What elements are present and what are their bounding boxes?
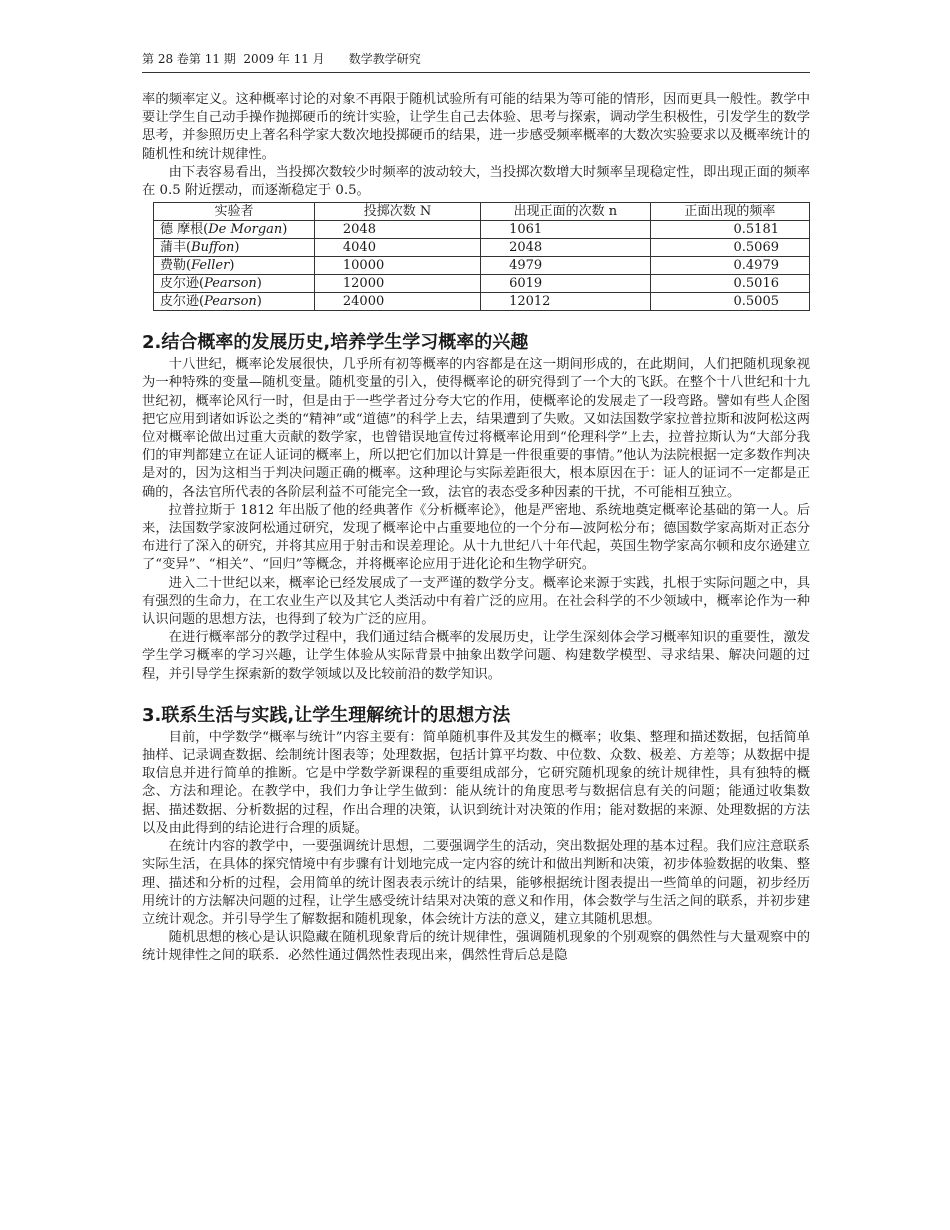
coin-toss-table [153,202,810,311]
section-2-paragraph-4: 在进行概率部分的教学过程中，我们通过结合概率的发展历史，让学生深刻体会学习概率知识的重要性，激发学生学习概率的学习兴趣，让学生体验从实际背景中抽象出数学问题、构建数学模型、寻求结果、解决问题的过程，并引导学生探索新的数学领域以及比较前沿的数学知识。 [142,630,810,682]
tosses-cell: 24000 [314,293,480,311]
table-header-row [154,203,810,221]
section-2-paragraph-2: 拉普拉斯于 1812 年出版了他的经典著作《分析概率论》，他是严密地、系统地奠定概率论基础的第一人。后来，法国数学家波阿松通过研究，发现了概率论中占重要地位的一个分布—波阿松分布；德国数学家高斯对正态分布进行了深入的研究，并将其应用于射击和误差理论。从十九世纪八十年代起，英国生物学家高尔顿和皮尔逊建立了“变异”、“相关”、“回归”等概念，并将概率论应用于进化论和生物学研究。 [142,502,810,573]
heads-cell: 6019 [481,275,651,293]
intro-paragraph-1: 率的频率定义。这种概率讨论的对象不再限于随机试验所有可能的结果为等可能的情形，因而更具一般性。教学中要让学生自己动手操作抛掷硬币的统计实验，让学生自己去体验、思考与探索，调动学生积极性，引发学生的数学思考，并参照历史上著名科学家大数次地投掷硬币的结果，进一步感受频率概率的大数次实验要求以及概率统计的随机性和统计规律性。 [142,92,810,162]
frequency-cell: 0.5069 [650,239,809,257]
section-2-heading: 2.结合概率的发展历史,培养学生学习概率的兴趣 [142,332,529,354]
running-header [142,50,810,73]
table-row [154,257,810,275]
section-3-paragraph-2: 在统计内容的教学中，一要强调统计思想，二要强调学生的活动，突出数据处理的基本过程。我们应注意联系实际生活，在具体的探究情境中有步骤有计划地完成一定内容的统计和做出判断和决策，初步体验数据的收集、整理、描述和分析的过程，会用简单的统计图表表示统计的结果，能够根据统计图表提出一些简单的问题，初步经历用统计的方法解决问题的过程，让学生感受统计结果对决策的意义和作用，体会数学与生活之间的联系，并初步建立统计观念。并引导学生了解数据和随机现象，体会统计方法的意义，建立其随机思想。 [142,839,810,927]
tosses-cell: 10000 [314,257,480,275]
frequency-cell: 0.5016 [650,275,809,293]
tosses-cell: 4040 [314,239,480,257]
section-3-heading: 3.联系生活与实践,让学生理解统计的思想方法 [142,704,511,726]
page [142,50,810,966]
frequency-cell: 0.4979 [650,257,809,275]
table-row [154,239,810,257]
experimenter-cell: 皮尔逊(Pearson) [154,293,315,311]
experimenter-cell: 费勒(Feller) [154,257,315,275]
frequency-cell: 0.5181 [650,221,809,239]
table-header: 投掷次数 N [314,203,480,221]
article-body [142,91,810,966]
table-header: 出现正面的次数 n [481,203,651,221]
heads-cell: 2048 [481,239,651,257]
experimenter-cell: 蒲丰(Buffon) [154,239,315,257]
section-3-paragraph-1: 目前，中学数学“概率与统计”内容主要有：简单随机事件及其发生的概率；收集、整理和描述数据，包括简单抽样、记录调查数据、绘制统计图表等；处理数据，包括计算平均数、中位数、众数、极差、方差等；从数据中提取信息并进行简单的推断。它是中学数学新课程的重要组成部分，它研究随机现象的统计规律性，具有独特的概念、方法和理论。在教学中，我们力争让学生做到：能从统计的角度思考与数据信息有关的问题；能通过收集数据、描述数据、分析数据的过程，作出合理的决策，认识到统计对决策的作用；能对数据的来源、处理数据的方法以及由此得到的结论进行合理的质疑。 [142,729,810,836]
issue-info: 第 28 卷第 11 期 2009 年 11 月 [142,52,325,66]
section-2-paragraph-3: 进入二十世纪以来，概率论已经发展成了一支严谨的数学分支。概率论来源于实践，扎根于实际问题之中，具有强烈的生命力，在工农业生产以及其它人类活动中有着广泛的应用。在社会科学的不少领域中，概率论作为一种认识问题的思想方法，也得到了较为广泛的应用。 [142,575,810,628]
table-row [154,275,810,293]
heads-cell: 12012 [481,293,651,311]
table-row [154,293,810,311]
journal-name: 数学教学研究 [348,52,421,66]
frequency-cell: 0.5005 [650,293,809,311]
heads-cell: 4979 [481,257,651,275]
tosses-cell: 12000 [314,275,480,293]
section-2-paragraph-1: 十八世纪，概率论发展很快，几乎所有初等概率的内容都是在这一期间形成的，在此期间，人们把随机现象视为一种特殊的变量—随机变量。随机变量的引入，使得概率论的研究得到了一个大的飞跃。在整个十八世纪和十九世纪初，概率论风行一时，但是由于一些学者过分夸大它的作用，使概率论的发展走了一段弯路。譬如有些人企图把它应用到诸如诉讼之类的“精神”或“道德”的科学上去，结果遭到了失败。又如法国数学家拉普拉斯和波阿松这两位对概率论做出过重大贡献的数学家，也曾错误地宣传过将概率论用到“伦理科学”上去，拉普拉斯认为“大部分我们的审判都建立在证人证词的概率上，所以把它们加以计算是一件很重要的事情。”他认为法院根据一定多数作判决是对的，因为这相当于判决问题正确的概率。这种理论与实际差距很大，根本原因在于：证人的证词不一定都是正确的，各法官所代表的各阶层利益不可能完全一致，法官的表态受多种因素的干扰，不可能相互独立。 [142,357,810,500]
experimenter-cell: 皮尔逊(Pearson) [154,275,315,293]
tosses-cell: 2048 [314,221,480,239]
table-header: 正面出现的频率 [650,203,809,221]
table-header: 实验者 [154,203,315,221]
intro-paragraph-2: 由下表容易看出，当投掷次数较少时频率的波动较大，当投掷次数增大时频率呈现稳定性，即出现正面的频率在 0.5 附近摆动，而逐渐稳定于 0.5。 [142,164,810,199]
experimenter-cell: 德 摩根(De Morgan) [154,221,315,239]
heads-cell: 1061 [481,221,651,239]
section-3-paragraph-3: 随机思想的核心是认识隐藏在随机现象背后的统计规律性，强调随机现象的个别观察的偶然性与大量观察中的统计规律性之间的联系．必然性通过偶然性表现出来，偶然性背后总是隐 [142,930,810,964]
table-row [154,221,810,239]
